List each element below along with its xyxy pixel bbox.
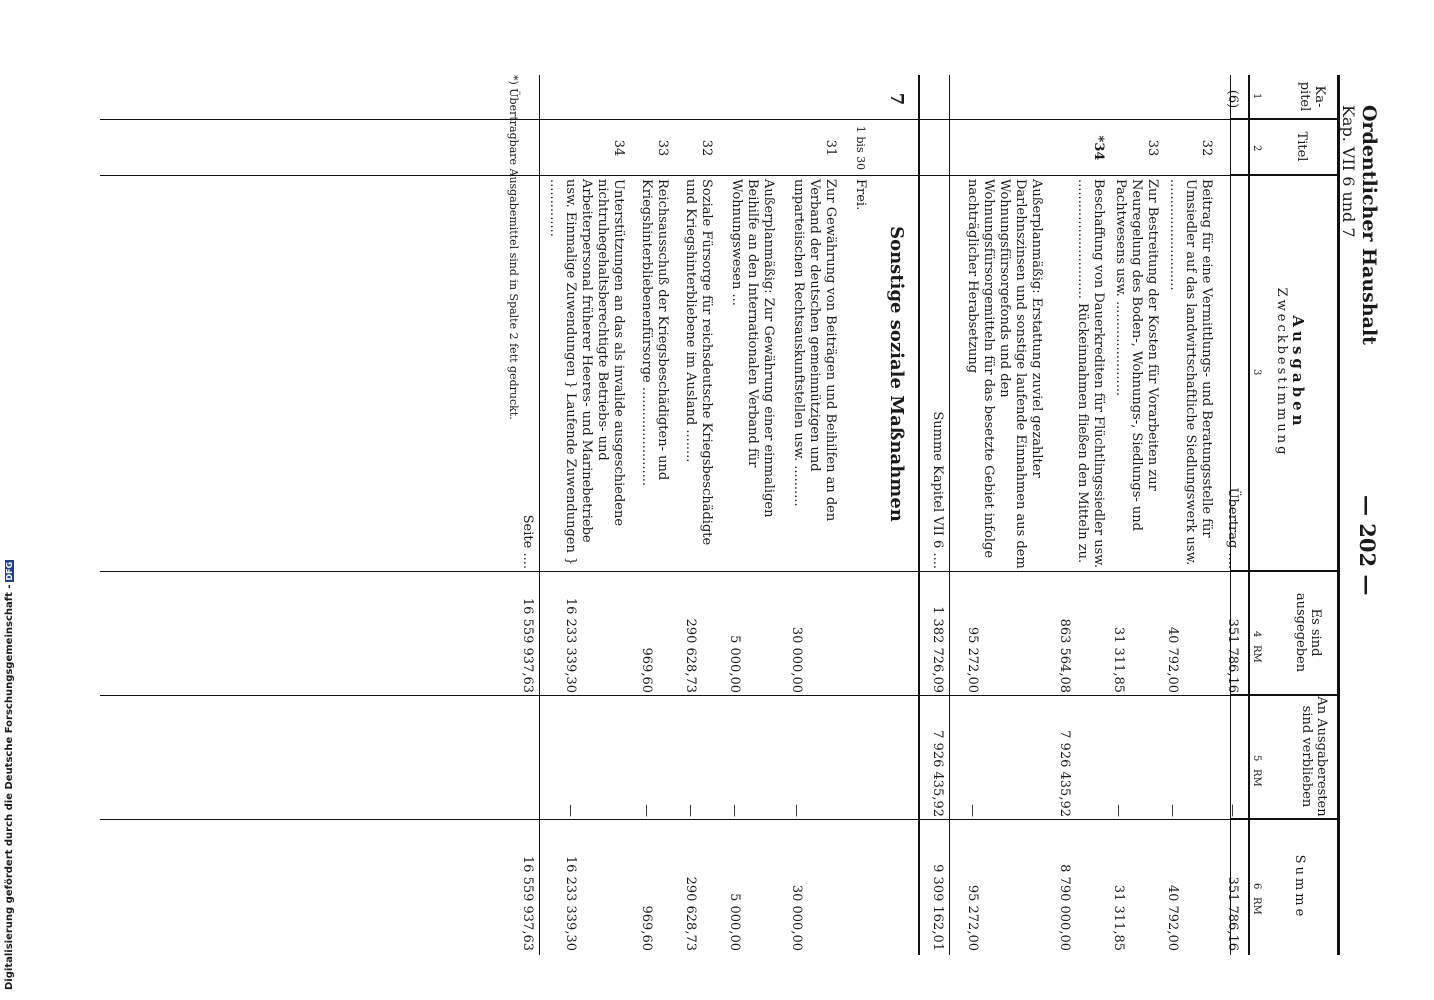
titel-cell: 32 bbox=[699, 139, 714, 157]
kapitel-cell: 7 bbox=[886, 92, 907, 106]
unit-c4: RM bbox=[1251, 645, 1262, 663]
summe-cell: 16 233 339,30 bbox=[563, 855, 578, 951]
ausgegeben-cell: 16 559 937,63 bbox=[520, 597, 535, 693]
header-kapitel: Ka-pitel bbox=[1231, 75, 1337, 119]
text-cell: Zur Bestreitung der Kosten für Vorarbeiten zur Neuregelung des Boden-, Wohnungs-, Siedlungs- und Pachtwesens usw. ....................... bbox=[1113, 179, 1160, 531]
rest-cell: — bbox=[727, 804, 742, 817]
text-cell: Seite .... bbox=[520, 514, 535, 569]
digitization-credit bbox=[4, 561, 20, 990]
header-ausgaben bbox=[1231, 175, 1337, 571]
unit-c5: RM bbox=[1251, 769, 1262, 787]
text-cell: Übertrag .... bbox=[1225, 487, 1240, 569]
ausgegeben-cell: 290 628,73 bbox=[683, 618, 698, 693]
ausgegeben-cell: 351 786,16 bbox=[1225, 618, 1240, 693]
ausgegeben-cell: 31 311,85 bbox=[1111, 626, 1126, 693]
ausgegeben-cell: 863 564,08 bbox=[1057, 618, 1072, 693]
rest-cell: — bbox=[683, 804, 698, 817]
titel-cell: 33 bbox=[655, 139, 670, 157]
text-cell: Frei. bbox=[853, 179, 868, 211]
ausgegeben-cell: 1 382 726,09 bbox=[930, 606, 945, 693]
header-ausgegeben: Es sind ausgegeben bbox=[1231, 571, 1337, 695]
ausgegeben-cell: 5 000,00 bbox=[727, 635, 742, 693]
summe-cell: 30 000,00 bbox=[789, 884, 804, 951]
titel-cell: 32 bbox=[1199, 139, 1214, 157]
page-number: — 202 — bbox=[1355, 495, 1380, 596]
column-numbers bbox=[1248, 75, 1262, 955]
rest-cell: — bbox=[1111, 804, 1126, 817]
text-cell: Soziale Fürsorge für reichsdeutsche Kriegsbeschädigte und Kriegshinterbliebene im Ausland ........ bbox=[683, 179, 714, 546]
table-row bbox=[886, 75, 920, 955]
rest-cell: — bbox=[789, 804, 804, 817]
titel-cell: 1 bis 30 bbox=[854, 125, 867, 171]
rest-cell: — bbox=[563, 804, 578, 817]
text-cell: Reichsausschuß der Kriegsbeschädigten- und Kriegshinterbliebenenfürsorge ........................ bbox=[639, 179, 670, 487]
text-cell: Außerplanmäßig: Zur Gewährung einer einmaligen Beihilfe an den Internationalen Verband für Wohnungswesen ... bbox=[729, 179, 776, 518]
page-subtitle: Kap. VII 6 und 7 bbox=[1339, 105, 1358, 238]
titel-cell: 33 bbox=[1145, 139, 1160, 157]
rest-cell: — bbox=[1225, 804, 1240, 817]
ausgegeben-cell: 95 272,00 bbox=[965, 626, 980, 693]
text-cell: Außerplanmäßig: Erstattung zuviel gezahlter Darlehnszinsen und sonstige laufende Einnahmen aus dem Wohnungsfürsorgefonds und den Wohnungsfürsorgemitteln für das besetzte Gebiet infolge nachträglicher Herabsetzung bbox=[965, 179, 1044, 569]
colnum-2: 2 bbox=[1251, 145, 1262, 152]
page-title: Ordentlicher Haushalt bbox=[1358, 105, 1380, 345]
header-ausgaben-title: Ausgaben bbox=[1289, 315, 1307, 430]
ausgegeben-cell: 969,60 bbox=[639, 647, 654, 693]
table-header bbox=[1230, 75, 1340, 955]
header-titel: Titel bbox=[1231, 119, 1337, 175]
credit-label: Digitalisierung gefördert durch die Deutsche Forschungsgemeinschaft - bbox=[4, 584, 15, 990]
colnum-3: 3 bbox=[1251, 369, 1262, 376]
rest-cell: 7 926 435,92 bbox=[1057, 730, 1072, 817]
titel-cell: *34 bbox=[1091, 135, 1106, 161]
header-zweckbestimmung: Zweckbestimmung bbox=[1274, 287, 1289, 458]
summe-cell: 8 790 000,00 bbox=[1057, 864, 1072, 951]
colnum-6: 6 bbox=[1251, 883, 1262, 890]
summe-cell: 9 309 162,01 bbox=[930, 864, 945, 951]
ausgegeben-cell: 30 000,00 bbox=[789, 626, 804, 693]
table-row bbox=[520, 75, 540, 955]
dfg-logo: DFG bbox=[5, 561, 14, 581]
text-cell: Beitrag für eine Vermittlungs- und Beratungsstelle für Umsiedler auf das landwirtschaftliche Siedlungswerk usw. ........................... bbox=[1167, 179, 1214, 566]
summe-cell: 16 559 937,63 bbox=[520, 855, 535, 951]
unit-c6: RM bbox=[1251, 897, 1262, 915]
summe-cell: 95 272,00 bbox=[965, 884, 980, 951]
table-row bbox=[930, 75, 950, 955]
ausgegeben-cell: 40 792,00 bbox=[1165, 626, 1180, 693]
ausgegeben-cell: 16 233 339,30 bbox=[563, 597, 578, 693]
text-cell: Unterstützungen an das als invalide ausgeschiedene nichtruhegehaltsberechtigte Betriebs- und Arbeiterpersonal früherer Heeres- und Marinebetriebe usw. Einmalige Zuwendungen } Laufende Zuwendungen } .............. bbox=[547, 179, 626, 566]
table-body bbox=[100, 75, 1240, 955]
titel-cell: 34 bbox=[611, 139, 626, 157]
section-title: Sonstige soziale Maßnahmen bbox=[886, 226, 907, 522]
summe-cell: 351 786,16 bbox=[1225, 876, 1240, 951]
summe-cell: 290 628,73 bbox=[683, 876, 698, 951]
colnum-5: 5 bbox=[1251, 755, 1262, 762]
text-cell: Zur Gewährung von Beiträgen und Beihilfen an den Verband der deutschen gemeinnützigen und unparteiischen Rechtsauskunftstellen usw. .......... bbox=[791, 179, 838, 522]
rest-cell: — bbox=[1165, 804, 1180, 817]
colnum-4: 4 bbox=[1251, 631, 1262, 638]
footnote: *) Übertragbare Ausgabemittel sind in Spalte 2 fett gedruckt. bbox=[507, 75, 520, 420]
rest-cell: — bbox=[639, 804, 654, 817]
rest-cell: — bbox=[965, 804, 980, 817]
titel-cell: 31 bbox=[823, 139, 838, 157]
text-cell: Beschaffung von Dauerkrediten für Flüchtlingssiedler usw. ............................. Rückeinnahmen fließen den Mitteln zu. bbox=[1075, 179, 1106, 569]
summe-cell: 31 311,85 bbox=[1111, 884, 1126, 951]
text-cell: Summe Kapitel VII 6 .... bbox=[930, 411, 945, 569]
credit-text bbox=[4, 561, 15, 990]
kapitel-cell: (6) bbox=[1225, 89, 1240, 109]
rotated-table-page bbox=[80, 75, 1380, 955]
summe-cell: 969,60 bbox=[639, 905, 654, 951]
summe-cell: 5 000,00 bbox=[727, 893, 742, 951]
header-summe: Summe bbox=[1292, 854, 1307, 920]
colnum-1: 1 bbox=[1251, 93, 1262, 100]
rest-cell: 7 926 435,92 bbox=[930, 730, 945, 817]
summe-cell: 40 792,00 bbox=[1165, 884, 1180, 951]
header-ausgabereste: An Ausgaberesten sind verblieben bbox=[1231, 695, 1337, 819]
